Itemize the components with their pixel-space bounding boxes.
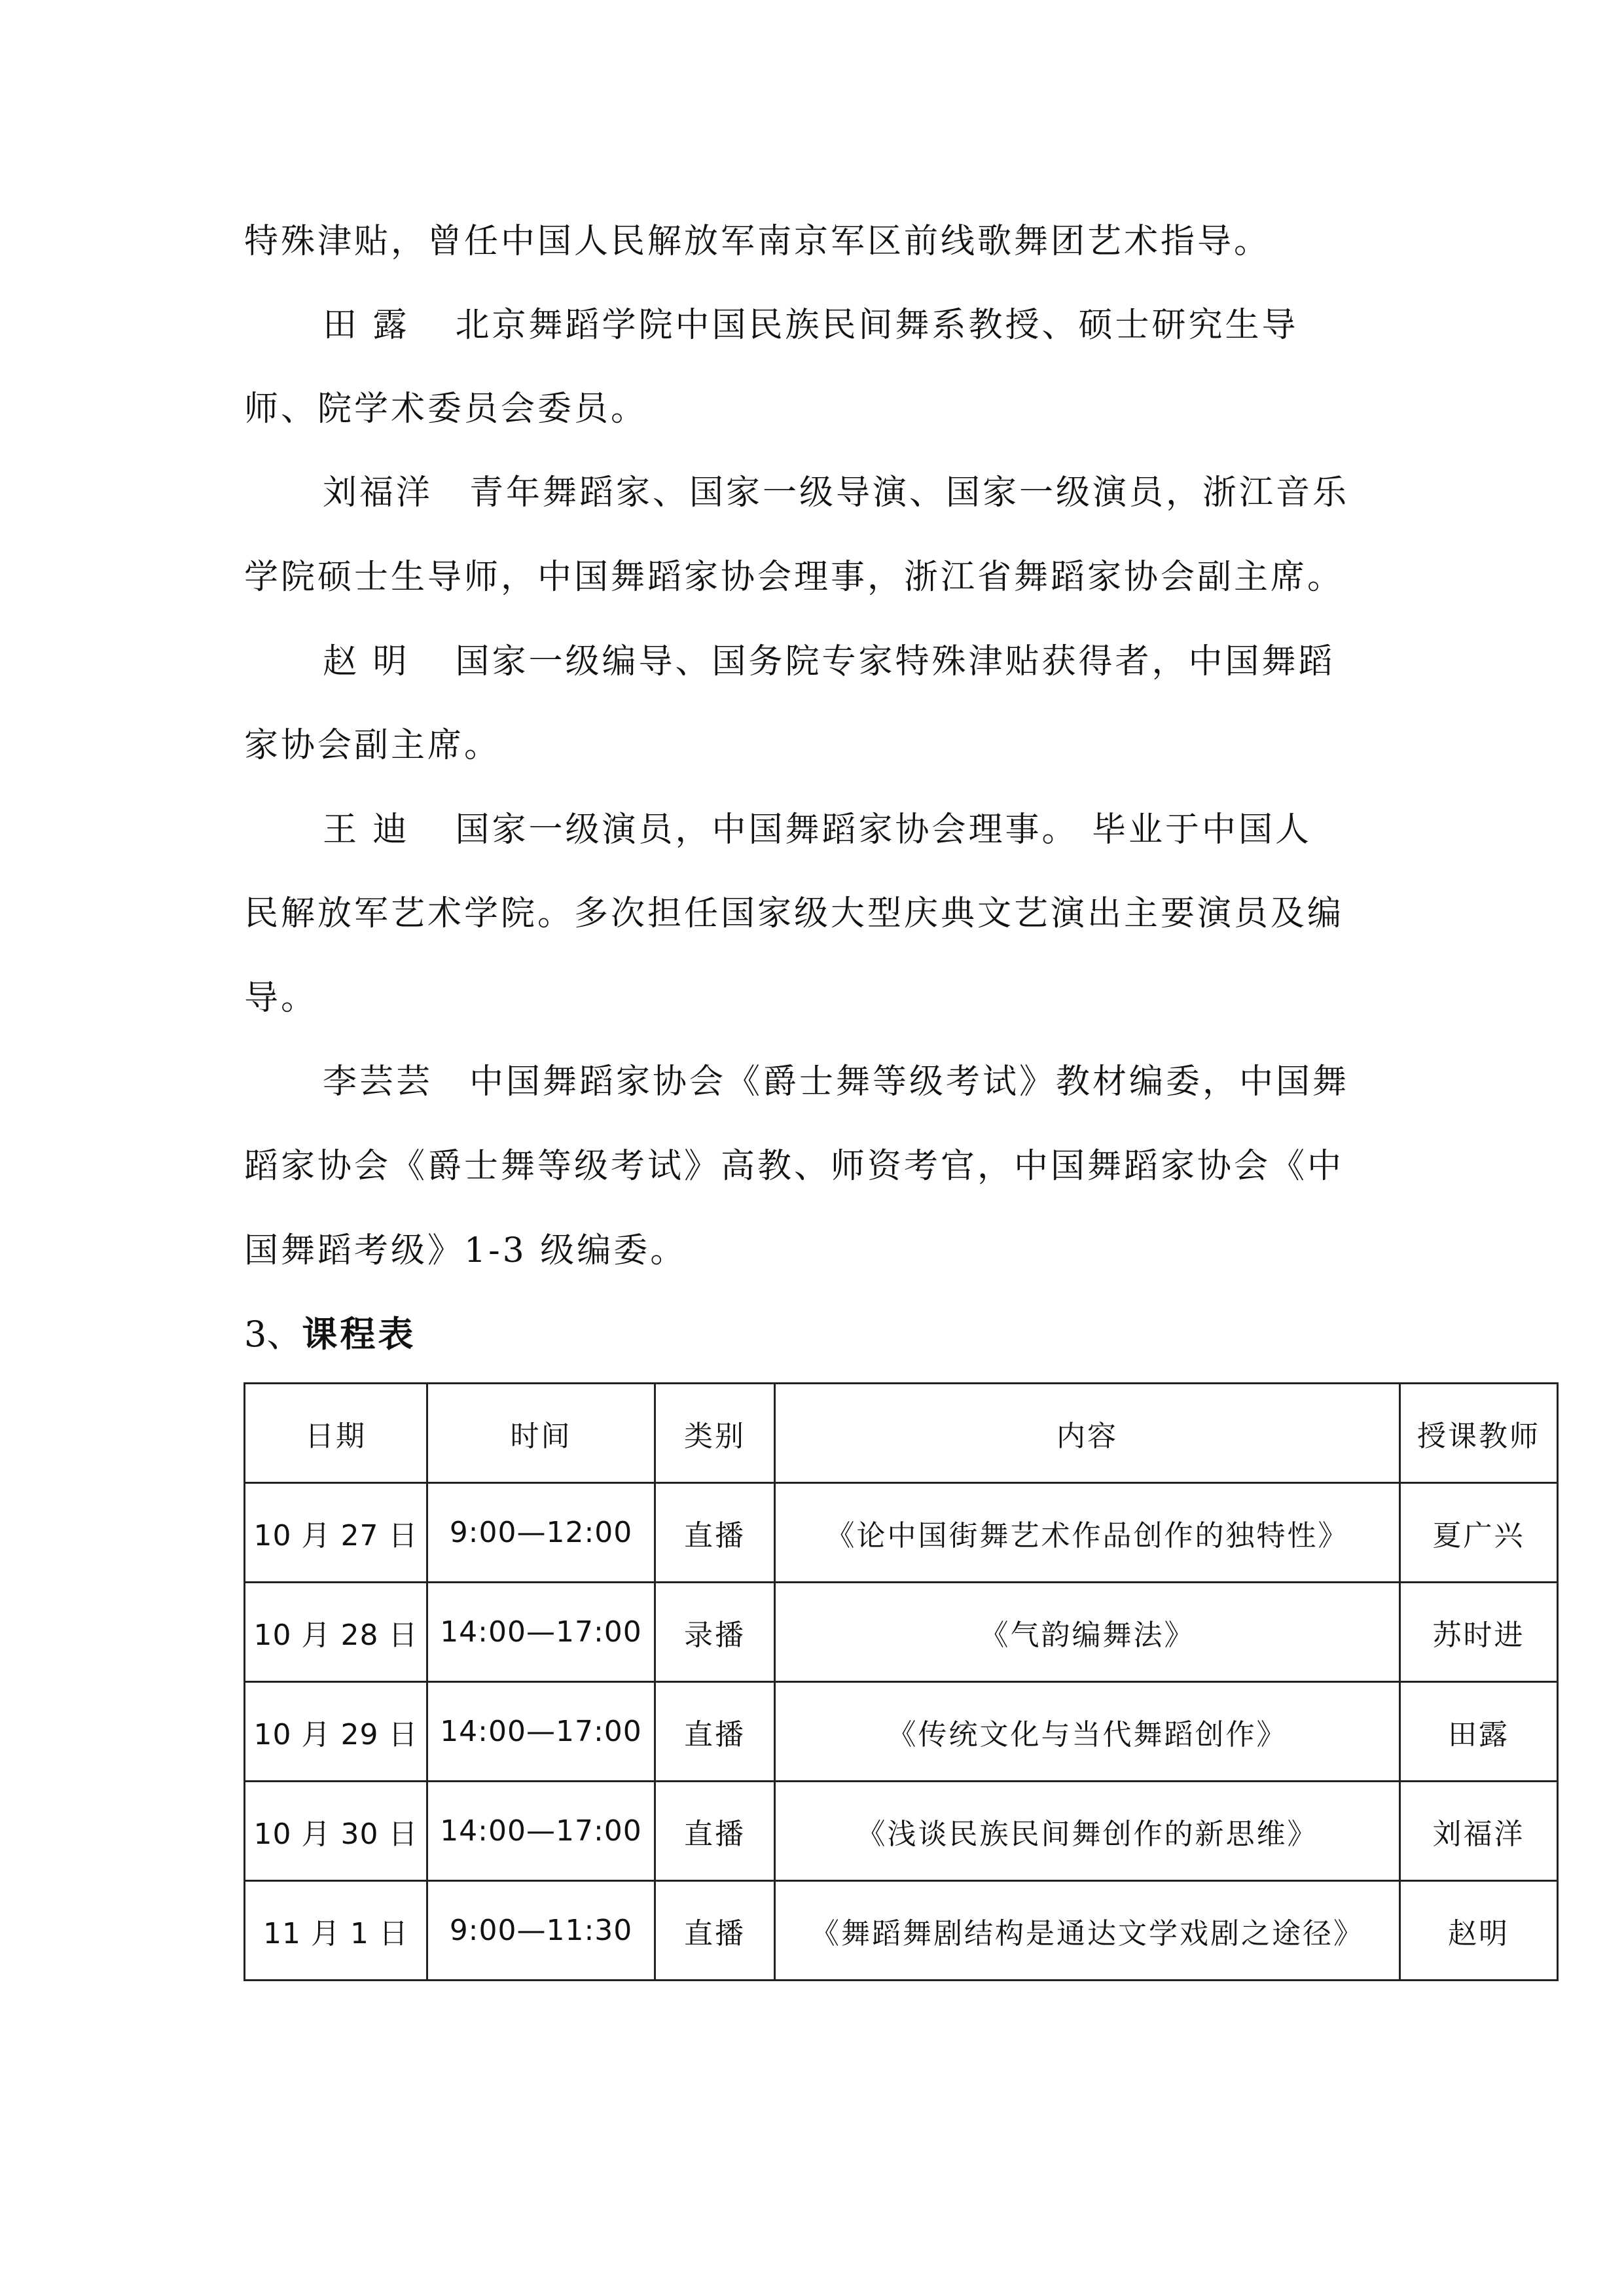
cell-type: 直播 <box>655 1483 775 1583</box>
bio-wang-di-line-1 <box>323 809 1312 851</box>
bio-name: 王 迪 <box>323 810 410 850</box>
cell-time: 14:00—17:00 <box>427 1682 655 1782</box>
bio-li-yunyun-line-2: 蹈家协会《爵士舞等级考试》高教、师资考官，中国舞蹈家协会《中 <box>244 1147 1344 1186</box>
cell-date: 10 月 30 日 <box>245 1782 427 1881</box>
cell-time: 14:00—17:00 <box>427 1782 655 1881</box>
bio-tian-lu-line-1 <box>323 304 1299 346</box>
bio-tian-lu-line-2: 师、院学术委员会委员。 <box>244 389 648 429</box>
bio-liu-fuyang-line-1 <box>323 472 1349 514</box>
bio-name: 田 露 <box>323 306 410 345</box>
table-row <box>245 1682 1558 1782</box>
cell-type: 直播 <box>655 1881 775 1981</box>
cell-teacher: 田露 <box>1400 1682 1558 1782</box>
cell-content: 《舞蹈舞剧结构是通达文学戏剧之途径》 <box>775 1881 1400 1981</box>
bio-name: 李芸芸 <box>323 1062 433 1102</box>
cell-date: 10 月 27 日 <box>245 1483 427 1583</box>
bio-zhao-ming-line-2: 家协会副主席。 <box>244 726 501 765</box>
cell-date: 10 月 29 日 <box>245 1682 427 1782</box>
cell-teacher: 刘福洋 <box>1400 1782 1558 1881</box>
section-title: 课程表 <box>302 1313 416 1355</box>
table-row <box>245 1483 1558 1583</box>
cell-teacher: 夏广兴 <box>1400 1483 1558 1583</box>
bio-liu-fuyang-line-2: 学院硕士生导师，中国舞蹈家协会理事，浙江省舞蹈家协会副主席。 <box>244 558 1344 597</box>
header-teacher: 授课教师 <box>1400 1384 1558 1483</box>
cell-teacher: 苏时进 <box>1400 1583 1558 1682</box>
cell-content: 《传统文化与当代舞蹈创作》 <box>775 1682 1400 1782</box>
table-row <box>245 1782 1558 1881</box>
table-header-row <box>245 1384 1558 1483</box>
header-time: 时间 <box>427 1384 655 1483</box>
bio-zhao-ming-line-1 <box>323 641 1335 683</box>
table-row <box>245 1881 1558 1981</box>
cell-date: 11 月 1 日 <box>245 1881 427 1981</box>
cell-content: 《浅谈民族民间舞创作的新思维》 <box>775 1782 1400 1881</box>
cell-time: 9:00—12:00 <box>427 1483 655 1583</box>
section-number: 3、 <box>244 1314 302 1355</box>
cell-time: 9:00—11:30 <box>427 1881 655 1981</box>
table-row <box>245 1583 1558 1682</box>
cell-type: 录播 <box>655 1583 775 1682</box>
course-schedule-table <box>244 1382 1559 1981</box>
cell-type: 直播 <box>655 1782 775 1881</box>
paragraph-continuation-line: 特殊津贴，曾任中国人民解放军南京军区前线歌舞团艺术指导。 <box>244 222 1271 261</box>
cell-content: 《论中国街舞艺术作品创作的独特性》 <box>775 1483 1400 1583</box>
cell-time: 14:00—17:00 <box>427 1583 655 1682</box>
header-type: 类别 <box>655 1384 775 1483</box>
section-heading <box>244 1311 416 1357</box>
cell-date: 10 月 28 日 <box>245 1583 427 1682</box>
bio-name: 刘福洋 <box>323 473 433 512</box>
header-content: 内容 <box>775 1384 1400 1483</box>
cell-teacher: 赵明 <box>1400 1881 1558 1981</box>
cell-type: 直播 <box>655 1682 775 1782</box>
bio-text: 北京舞蹈学院中国民族民间舞系教授、硕士研究生导 <box>455 306 1299 345</box>
bio-wang-di-line-2: 民解放军艺术学院。多次担任国家级大型庆典文艺演出主要演员及编 <box>244 894 1344 933</box>
cell-content: 《气韵编舞法》 <box>775 1583 1400 1682</box>
bio-li-yunyun-line-3: 国舞蹈考级》1-3 级编委。 <box>244 1231 687 1270</box>
header-date: 日期 <box>245 1384 427 1483</box>
bio-text: 中国舞蹈家协会《爵士舞等级考试》教材编委，中国舞 <box>469 1062 1350 1102</box>
bio-name: 赵 明 <box>323 642 410 681</box>
bio-text: 国家一级编导、国务院专家特殊津贴获得者，中国舞蹈 <box>455 642 1335 681</box>
bio-li-yunyun-line-1 <box>323 1061 1349 1103</box>
bio-text: 青年舞蹈家、国家一级导演、国家一级演员，浙江音乐 <box>469 473 1350 512</box>
bio-wang-di-line-3: 导。 <box>244 978 318 1018</box>
bio-text: 国家一级演员，中国舞蹈家协会理事。 毕业于中国人 <box>455 810 1312 850</box>
